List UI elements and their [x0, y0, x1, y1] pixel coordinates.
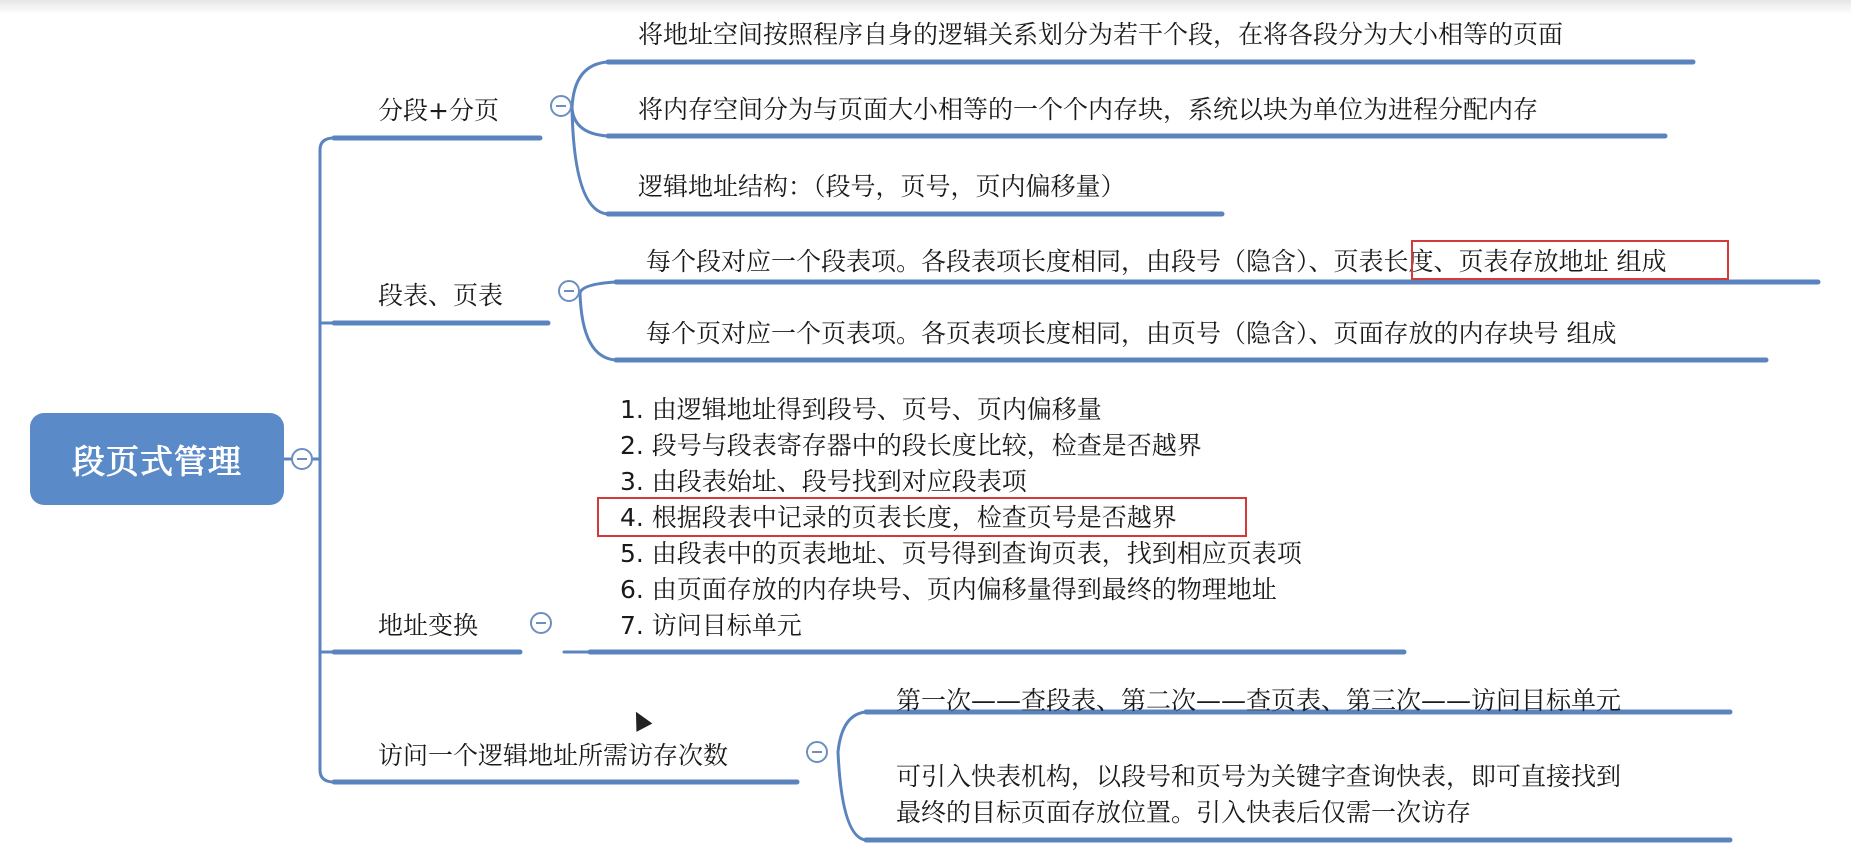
branch-2-child-1-prefix: 每个段对应一个段表项。各段表项长度相同，由段号（隐含）、 [646, 247, 1334, 276]
root-node[interactable]: 段页式管理 [30, 413, 284, 505]
step-5[interactable]: 5. 由段表中的页表地址、页号得到查询页表，找到相应页表项 [620, 539, 1302, 568]
collapse-branch-4-icon[interactable] [806, 741, 828, 763]
collapse-branch-1-icon[interactable] [550, 95, 572, 117]
branch-1-label[interactable]: 分段+分页 [378, 96, 499, 125]
branch-3-label[interactable]: 地址变换 [378, 611, 479, 640]
step-6[interactable]: 6. 由页面存放的内存块号、页内偏移量得到最终的物理地址 [620, 575, 1277, 604]
branch-1-child-2[interactable]: 将内存空间分为与页面大小相等的一个个内存块，系统以块为单位为进程分配内存 [638, 95, 1539, 124]
step-4[interactable]: 4. 根据段表中记录的页表长度，检查页号是否越界 [620, 503, 1177, 532]
branch-4-child-2-line-1[interactable]: 可引入快表机构，以段号和页号为关键字查询快表，即可直接找到 [896, 762, 1622, 791]
branch-2-label[interactable]: 段表、页表 [378, 281, 504, 310]
step-7[interactable]: 7. 访问目标单元 [620, 611, 802, 640]
branch-1-child-1[interactable]: 将地址空间按照程序自身的逻辑关系划分为若干个段，在将各段分为大小相等的页面 [638, 20, 1564, 49]
branch-2-child-1-highlight: 页表长度、页表存放地址 [1333, 247, 1609, 276]
branch-2-child-2[interactable]: 每个页对应一个页表项。各页表项长度相同，由页号（隐含）、页面存放的内存块号 组成 [646, 319, 1617, 348]
branch-4-label[interactable]: 访问一个逻辑地址所需访存次数 [378, 741, 729, 770]
branch-4-child-2-line-2[interactable]: 最终的目标页面存放位置。引入快表后仅需一次访存 [896, 798, 1472, 827]
branch-2-child-1[interactable] [646, 249, 1666, 274]
branch-1-child-3[interactable]: 逻辑地址结构：（段号，页号，页内偏移量） [638, 172, 1126, 201]
branch-2-child-1-suffix: 组成 [1608, 247, 1667, 276]
step-2[interactable]: 2. 段号与段表寄存器中的段长度比较，检查是否越界 [620, 431, 1202, 460]
collapse-branch-2-icon[interactable] [558, 280, 580, 302]
step-1[interactable]: 1. 由逻辑地址得到段号、页号、页内偏移量 [620, 395, 1102, 424]
branch-4-child-1[interactable]: 第一次——查段表、第二次——查页表、第三次——访问目标单元 [896, 686, 1622, 715]
collapse-root-icon[interactable] [291, 448, 313, 470]
collapse-branch-3-icon[interactable] [530, 612, 552, 634]
step-3[interactable]: 3. 由段表始址、段号找到对应段表项 [620, 467, 1027, 496]
